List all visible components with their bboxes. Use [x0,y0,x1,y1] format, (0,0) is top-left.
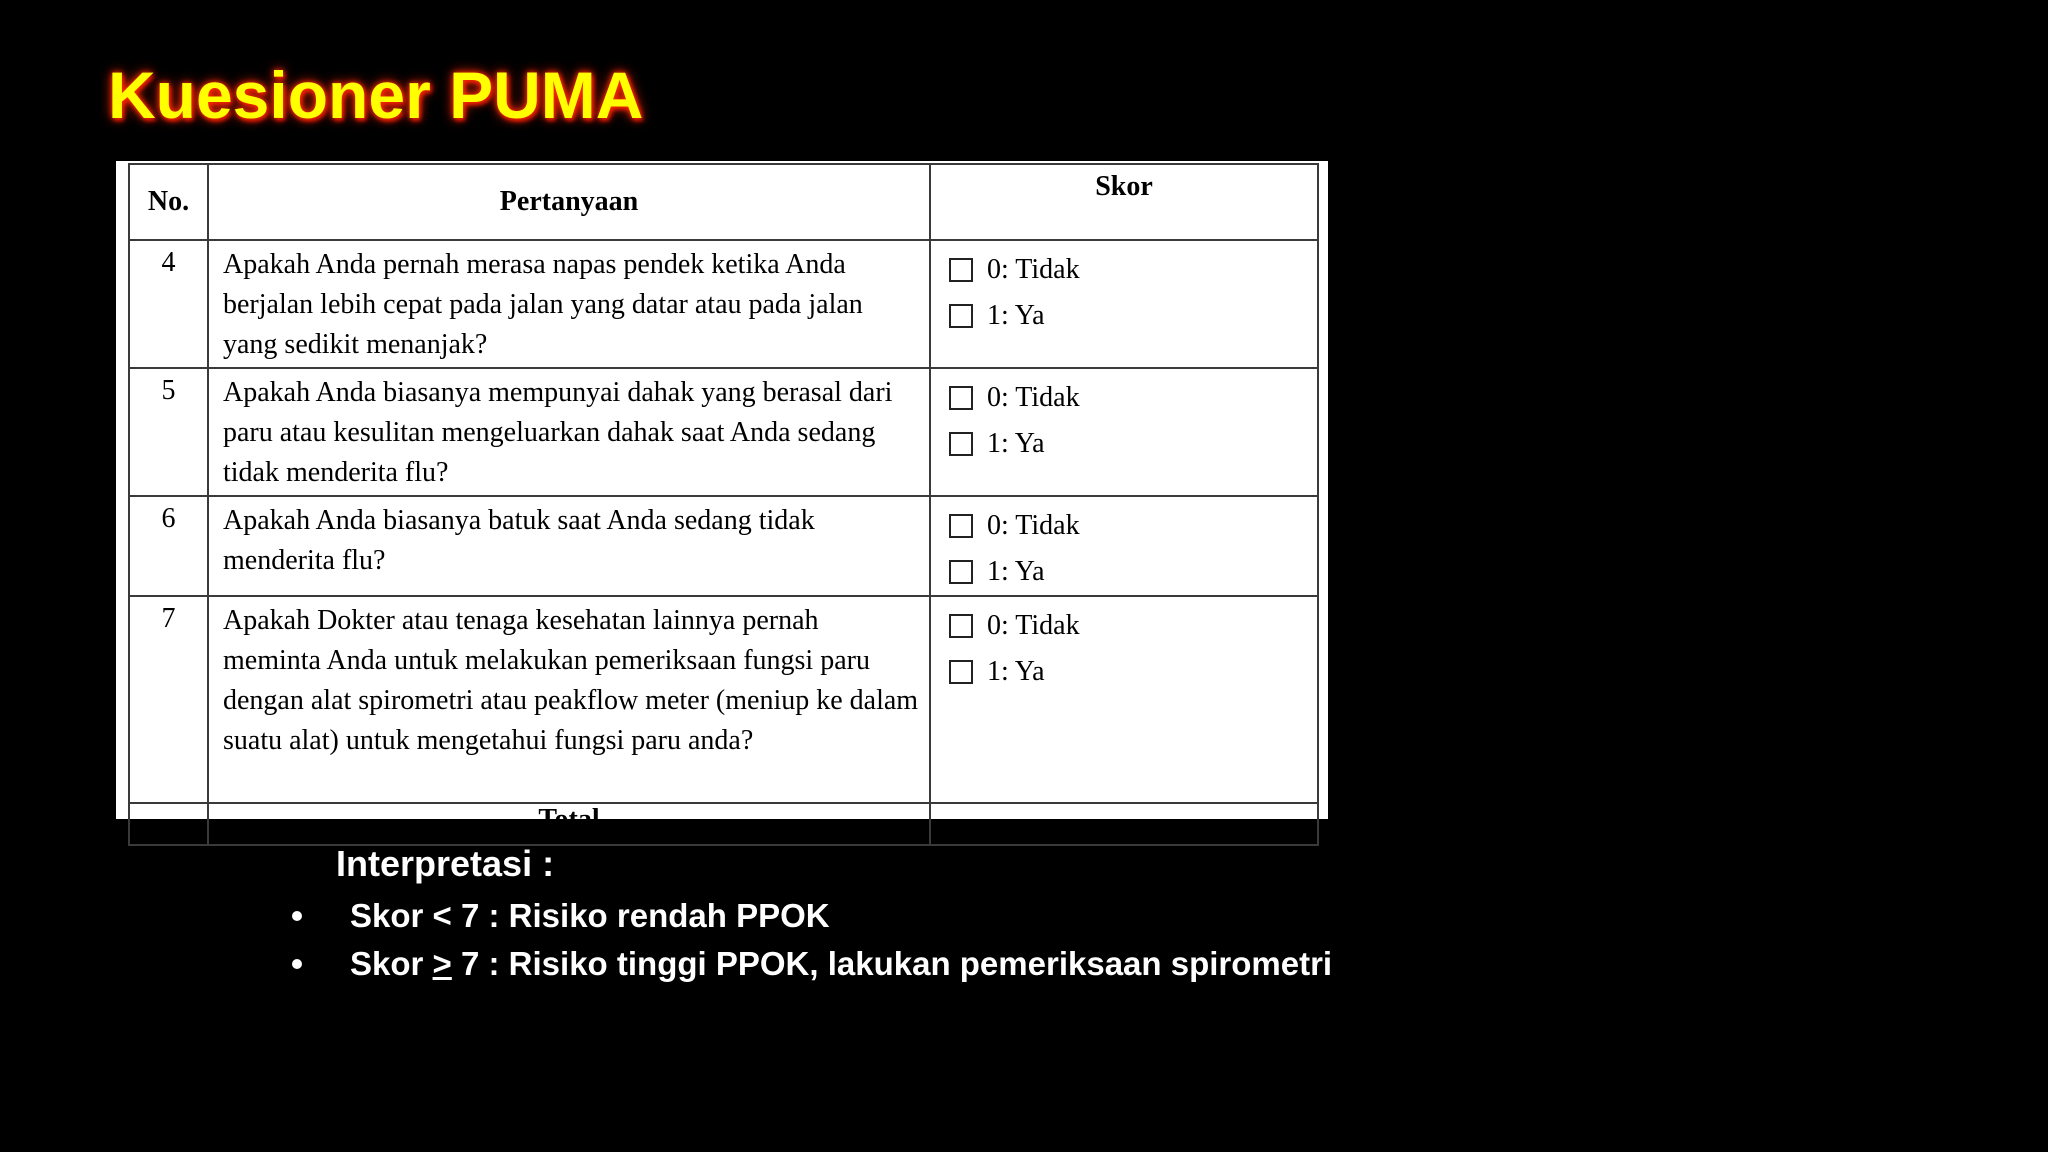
total-label: Total [208,803,930,845]
table-header-row [129,164,1318,240]
puma-questionnaire-table [128,163,1319,846]
option-no[interactable] [949,503,1317,549]
score-options [930,368,1318,496]
option-label: 1: Ya [987,556,1045,587]
question-text: Apakah Dokter atau tenaga kesehatan lainnya pernah meminta Anda untuk melakukan pemeriksaan fungsi paru dengan alat spirometri atau peakflow meter (meniup ke dalam suatu alat) untuk mengetahui fungsi paru anda? [208,596,930,803]
question-number: 5 [129,368,208,496]
question-number: 7 [129,596,208,803]
checkbox-icon[interactable] [949,304,973,328]
question-text: Apakah Anda pernah merasa napas pendek ketika Anda berjalan lebih cepat pada jalan yang datar atau pada jalan yang sedikit menanjak? [208,240,930,368]
option-label: 1: Ya [987,300,1045,331]
option-no[interactable] [949,247,1317,293]
checkbox-icon[interactable] [949,432,973,456]
option-label: 0: Tidak [987,610,1080,641]
list-item [288,940,1332,988]
option-label: 0: Tidak [987,510,1080,541]
table-row [129,596,1318,803]
header-score: Skor [930,164,1318,240]
criterion-prefix: Skor [350,897,433,934]
checkbox-icon[interactable] [949,386,973,410]
option-no[interactable] [949,375,1317,421]
option-no[interactable] [949,603,1317,649]
option-yes[interactable] [949,549,1317,595]
score-options [930,496,1318,596]
criterion-suffix: 7 : Risiko rendah PPOK [451,897,830,934]
questionnaire-document [116,161,1328,835]
option-yes[interactable] [949,293,1317,339]
criterion-prefix: Skor [350,945,433,982]
option-label: 1: Ya [987,428,1045,459]
criterion-text [350,897,830,935]
header-question: Pertanyaan [208,164,930,240]
score-options [930,240,1318,368]
table-row [129,368,1318,496]
bullet-icon [292,959,302,969]
question-text: Apakah Anda biasanya batuk saat Anda sedang tidak menderita flu? [208,496,930,596]
option-label: 1: Ya [987,656,1045,687]
criterion-operator: < [432,897,452,934]
checkbox-icon[interactable] [949,258,973,282]
criterion-suffix: 7 : Risiko tinggi PPOK, lakukan pemeriksaan spirometri [451,945,1333,982]
checkbox-icon[interactable] [949,514,973,538]
checkbox-icon[interactable] [949,614,973,638]
criterion-text [350,945,1332,983]
question-number: 6 [129,496,208,596]
slide-title: Kuesioner PUMA [108,58,644,132]
table-row [129,240,1318,368]
interpretation-list [288,892,1332,988]
total-no-cell [129,803,208,845]
bullet-icon [292,911,302,921]
question-number: 4 [129,240,208,368]
total-score-cell [930,803,1318,845]
option-label: 0: Tidak [987,382,1080,413]
interpretation-heading: Interpretasi : [336,843,555,884]
criterion-operator: > [432,945,452,982]
header-no: No. [129,164,208,240]
score-options [930,596,1318,803]
checkbox-icon[interactable] [949,660,973,684]
option-label: 0: Tidak [987,254,1080,285]
checkbox-icon[interactable] [949,560,973,584]
total-row [129,803,1318,845]
list-item [288,892,1332,940]
option-yes[interactable] [949,421,1317,467]
option-yes[interactable] [949,649,1317,695]
table-row [129,496,1318,596]
question-text: Apakah Anda biasanya mempunyai dahak yang berasal dari paru atau kesulitan mengeluarkan dahak saat Anda sedang tidak menderita flu? [208,368,930,496]
